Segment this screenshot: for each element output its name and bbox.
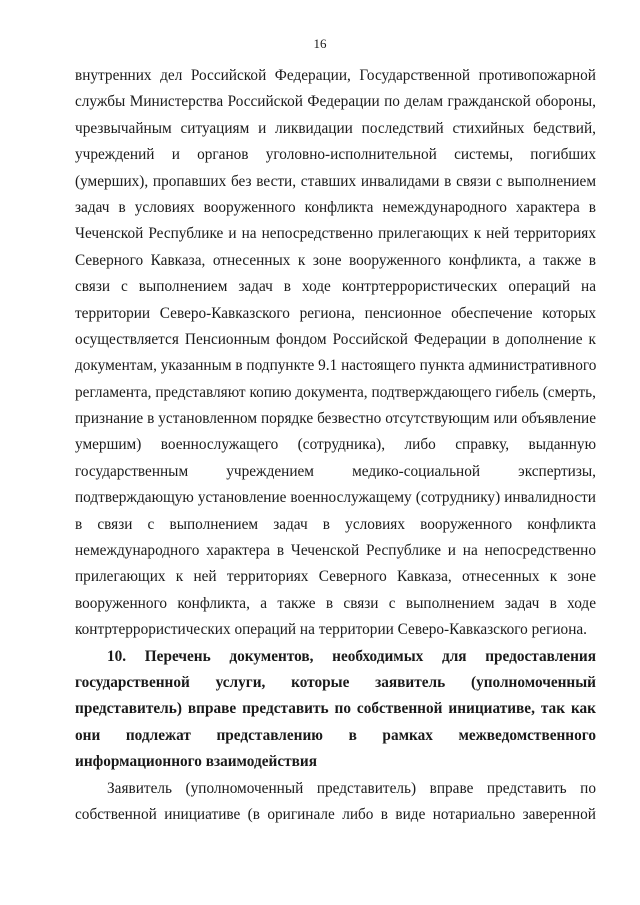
text-line: немеждународного характера в Чеченской Республике и на непосредственно (75, 542, 596, 560)
text-line: внутренних дел Российской Федерации, Государственной противопожарной (75, 67, 596, 84)
text-line: задач в условиях вооруженного конфликта немеждународного характера в (75, 198, 596, 216)
heading-line: представитель) вправе представить по собственной инициативе, так как (75, 700, 596, 718)
text-line: Чеченской Республике и на непосредственно прилегающих к ней территориях (75, 225, 596, 243)
text-line: собственной инициативе (в оригинале либо в виде нотариально заверенной (75, 805, 596, 823)
document-body (75, 63, 596, 828)
text-line: чрезвычайным ситуациям и ликвидации последствий стихийных бедствий, (75, 119, 596, 137)
text-line: прилегающих к ней территориях Северного Кавказа, отнесенных к зоне (75, 568, 596, 586)
heading-line: информационного взаимодействия (75, 753, 317, 771)
text-line: (умерших), пропавших без вести, ставших инвалидами в связи с выполнением (75, 172, 596, 190)
text-line: в связи с выполнением задач в условиях вооруженного конфликта (75, 515, 596, 533)
text-line: Северного Кавказа, отнесенных к зоне вооруженного конфликта, а также в (75, 251, 596, 269)
text-line: умершим) военнослужащего (сотрудника), либо справку, выданную (75, 436, 596, 454)
text-line: связи с выполнением задач в ходе контртеррористических операций на (75, 278, 596, 296)
page-number: 16 (313, 36, 327, 51)
text-line: осуществляется Пенсионным фондом Российской Федерации в дополнение к (75, 330, 596, 348)
heading-line: они подлежат представлению в рамках межведомственного (75, 726, 596, 744)
text-line: документам, указанным в подпункте 9.1 настоящего пункта административного (75, 357, 597, 375)
section-10-heading (75, 644, 596, 776)
heading-line: 10. Перечень документов, необходимых для предоставления (107, 647, 596, 665)
text-line: подтверждающую установление военнослужащему (сотруднику) инвалидности (75, 489, 596, 507)
paragraph-applicant (75, 776, 596, 829)
text-line: учреждений и органов уголовно-исполнительной системы, погибших (75, 146, 596, 164)
text-line: контртеррористических операций на территории Северо-Кавказского региона. (75, 621, 587, 639)
text-line: вооруженного конфликта, а также в связи с выполнением задач в ходе (75, 594, 596, 612)
text-line: Заявитель (уполномоченный представитель) вправе представить по (107, 779, 596, 797)
text-line: государственным учреждением медико-социальной экспертизы, (75, 462, 596, 480)
text-line: регламента, представляют копию документа, подтверждающего гибель (смерть, (75, 383, 596, 401)
heading-line: государственной услуги, которые заявитель (уполномоченный (75, 673, 596, 691)
text-line: признание в установленном порядке безвестно отсутствующим или объявление (75, 410, 596, 428)
text-line: службы Министерства Российской Федерации по делам гражданской обороны, (75, 93, 596, 111)
text-line: территории Северо-Кавказского региона, пенсионное обеспечение которых (75, 304, 596, 322)
paragraph-continuation (75, 63, 596, 644)
